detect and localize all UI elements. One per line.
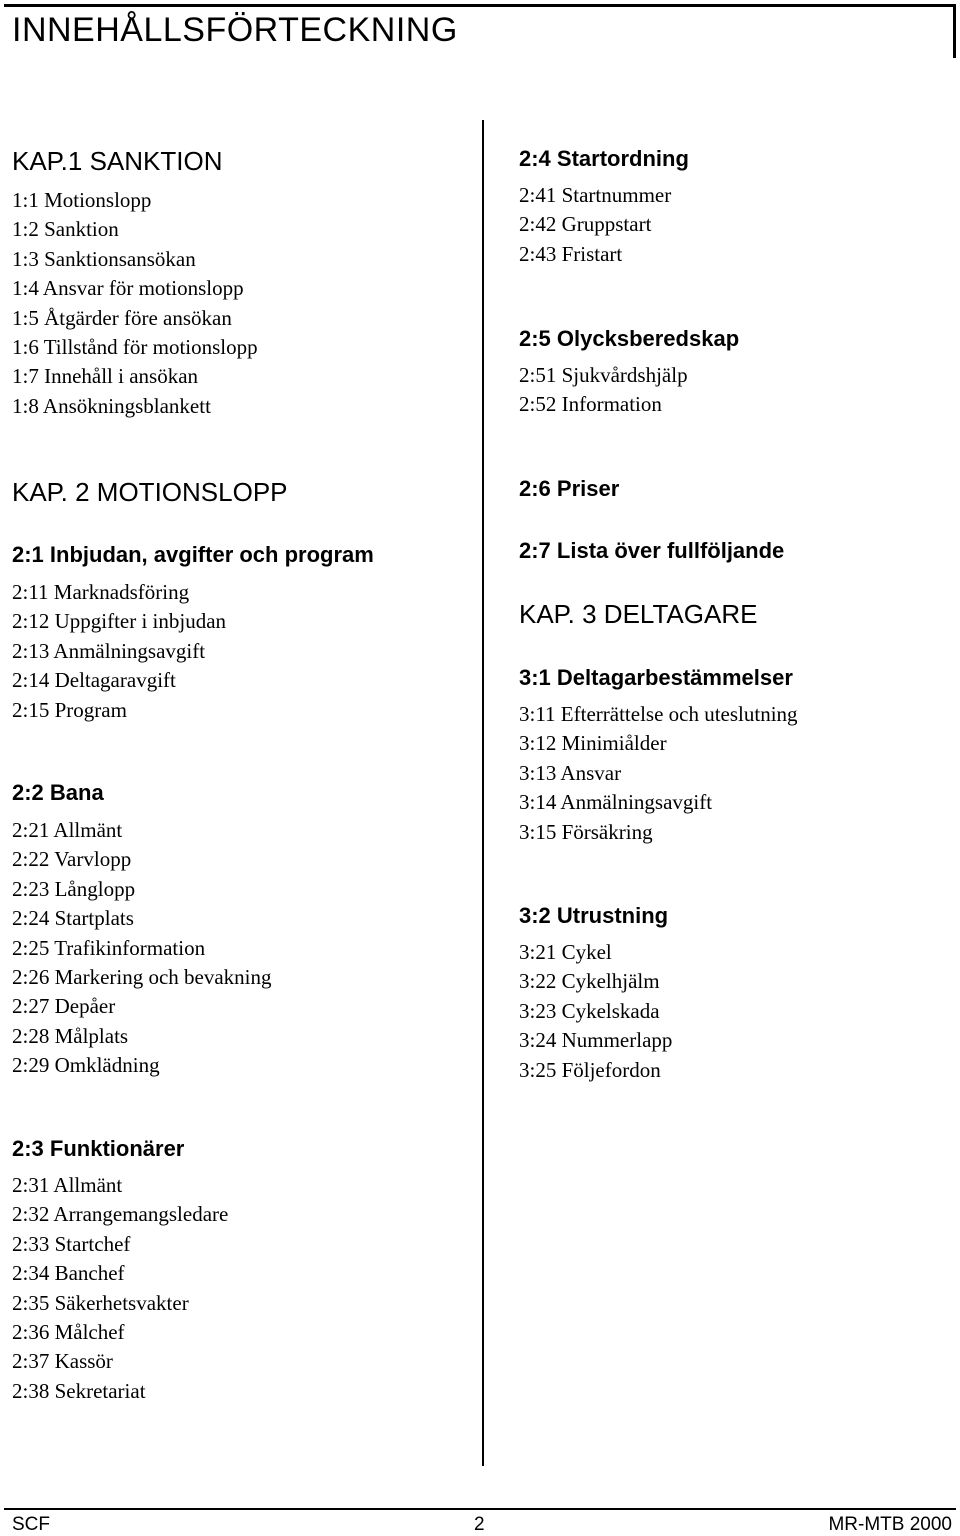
toc-item: 2:15 Program	[12, 697, 127, 722]
toc-item: 2:26 Markering och bevakning	[12, 965, 272, 990]
toc-item: 2:33 Startchef	[12, 1231, 131, 1256]
toc-item: 2:21 Allmänt	[12, 818, 123, 842]
footer-page-number: 2	[474, 1514, 485, 1535]
toc-item: 2:28 Målplats	[12, 1023, 129, 1048]
toc-item: 2:12 Uppgifter i inbjudan	[12, 609, 227, 634]
page-title: INNEHÅLLSFÖRTECKNING	[12, 11, 458, 49]
section-3-2-list	[519, 938, 672, 1085]
toc-item: 1:4 Ansvar för motionslopp	[12, 276, 244, 301]
toc-item: 2:34 Banchef	[12, 1261, 125, 1286]
toc-item: 1:2 Sanktion	[12, 217, 119, 242]
kap1-section	[12, 145, 223, 177]
column-divider	[482, 120, 484, 1466]
toc-item: 2:25 Trafikinformation	[12, 935, 206, 960]
toc-item: 1:7 Innehåll i ansökan	[12, 364, 199, 389]
toc-item: 1:8 Ansökningsblankett	[12, 393, 211, 418]
toc-item: 2:27 Depåer	[12, 994, 116, 1019]
toc-item: 2:13 Anmälningsavgift	[12, 638, 206, 663]
toc-item: 1:5 Åtgärder före ansökan	[12, 305, 232, 330]
toc-item: 3:22 Cykelhjälm	[519, 969, 660, 994]
section-heading: 2:5 Olycksberedskap	[519, 326, 740, 351]
toc-item: 2:52 Information	[519, 392, 662, 417]
footer-right: MR-MTB 2000	[828, 1514, 952, 1535]
kap1-list	[12, 186, 258, 421]
section-3-1	[519, 664, 793, 692]
toc-item: 2:36 Målchef	[12, 1320, 125, 1345]
toc-item: 1:3 Sanktionsansökan	[12, 246, 196, 271]
section-2-6	[519, 475, 619, 503]
toc-item: 3:13 Ansvar	[519, 760, 622, 785]
section-2-3	[12, 1135, 184, 1163]
section-heading: 2:7 Lista över fullföljande	[519, 538, 785, 563]
section-2-5	[519, 325, 739, 353]
toc-item: 3:23 Cykelskada	[519, 998, 660, 1023]
section-2-5-list	[519, 361, 688, 420]
kap3-section	[519, 598, 757, 630]
toc-item: 1:6 Tillstånd för motionslopp	[12, 335, 258, 360]
toc-item: 2:31 Allmänt	[12, 1173, 123, 1197]
toc-item: 2:24 Startplats	[12, 906, 134, 931]
toc-item: 1:1 Motionslopp	[12, 188, 152, 212]
kap2-section	[12, 476, 288, 508]
toc-item: 3:11 Efterrättelse och uteslutning	[519, 702, 798, 726]
toc-item: 2:14 Deltagaravgift	[12, 668, 176, 693]
section-2-1-list	[12, 578, 226, 725]
section-2-4	[519, 145, 689, 173]
section-2-3-list	[12, 1171, 228, 1406]
section-3-2	[519, 902, 668, 930]
section-heading: 2:4 Startordning	[519, 146, 689, 171]
toc-item: 2:43 Fristart	[519, 241, 623, 266]
toc-item: 2:11 Marknadsföring	[12, 580, 190, 604]
section-heading: 2:2 Bana	[12, 780, 104, 805]
toc-item: 2:22 Varvlopp	[12, 847, 132, 872]
toc-item: 3:15 Försäkring	[519, 819, 653, 844]
toc-item: 3:24 Nummerlapp	[519, 1028, 673, 1053]
kap3-heading: KAP. 3 DELTAGARE	[519, 599, 758, 629]
kap1-heading: KAP.1 SANKTION	[12, 146, 223, 176]
toc-item: 3:12 Minimiålder	[519, 731, 667, 756]
section-3-1-list	[519, 700, 798, 847]
footer-left: SCF	[12, 1514, 50, 1535]
toc-item: 2:23 Långlopp	[12, 876, 136, 901]
toc-item: 2:42 Gruppstart	[519, 212, 652, 237]
toc-item: 2:51 Sjukvårdshjälp	[519, 363, 688, 387]
kap2-heading: KAP. 2 MOTIONSLOPP	[12, 477, 288, 507]
toc-item: 2:35 Säkerhetsvakter	[12, 1290, 189, 1315]
section-heading: 2:3 Funktionärer	[12, 1136, 185, 1161]
section-heading: 3:1 Deltagarbestämmelser	[519, 665, 793, 690]
toc-item: 3:14 Anmälningsavgift	[519, 790, 713, 815]
section-2-4-list	[519, 181, 671, 269]
toc-item: 2:41 Startnummer	[519, 183, 672, 207]
section-2-2-list	[12, 816, 272, 1081]
toc-item: 2:37 Kassör	[12, 1349, 113, 1374]
toc-item: 2:29 Omklädning	[12, 1053, 160, 1078]
section-2-7	[519, 537, 784, 565]
section-heading: 3:2 Utrustning	[519, 903, 669, 928]
toc-item: 2:38 Sekretariat	[12, 1378, 146, 1403]
section-2-2	[12, 779, 104, 807]
toc-item: 2:32 Arrangemangsledare	[12, 1202, 229, 1227]
toc-item: 3:25 Följefordon	[519, 1057, 661, 1082]
section-heading: 2:1 Inbjudan, avgifter och program	[12, 542, 374, 567]
toc-item: 3:21 Cykel	[519, 940, 612, 964]
section-2-1	[12, 541, 374, 569]
section-heading: 2:6 Priser	[519, 476, 620, 501]
footer-rule	[4, 1508, 956, 1510]
